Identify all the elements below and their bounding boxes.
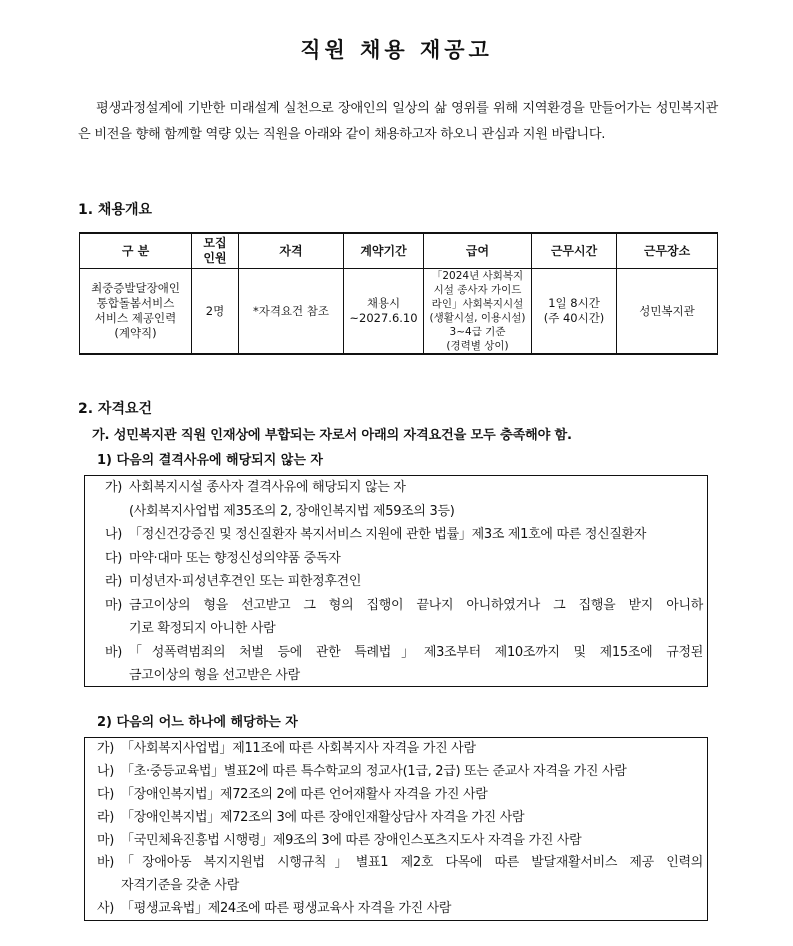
section-heading-overview: 1. 채용개요 [78,202,153,218]
list-item: 나) 「정신건강증진 및 정신질환자 복지서비스 지원에 관한 법률」제3조 제1호에 따른 정신질환자 [105,527,647,542]
table-row [80,269,718,355]
list-item: 가) 「사회복지사업법」제11조에 따른 사회복지사 자격을 가진 사람 [97,741,476,756]
list-item: 마) 「국민체육진흥법 시행령」제9조의 3에 따른 장애인스포츠지도사 자격을 가진 사람 [97,832,582,848]
list-item: 다) 마약·대마 또는 향정신성의약품 중독자 [105,550,341,566]
cell-qualification: *자격요건 참조 [239,269,344,355]
list-item: 라) 미성년자·피성년후견인 또는 피한정후견인 [105,574,362,589]
recruitment-overview-table [79,232,718,355]
cell-division: 최중증발달장애인 통합돌봄서비스 서비스 제공인력 (계약직) [80,269,192,355]
section-heading-qualifications: 2. 자격요건 [78,401,153,417]
list-item: 기로 확정되지 아니한 사람 [129,621,276,636]
disqualification-heading: 1) 다음의 결격사유에 해당되지 않는 자 [97,453,323,468]
intro-paragraph: 평생과정설계에 기반한 미래설계 실천으로 장애인의 일상의 삶 영위를 위해 지역환경을 만들어가는 성민복지관은 비전을 향해 함께할 역량 있는 직원을 아래와 같이 채용하고자 하오니 관심과 지원 바랍니다. [78,101,718,142]
list-item: 사) 「평생교육법」제24조에 따른 평생교육사 자격을 가진 사람 [97,901,452,917]
header-place: 근무장소 [617,233,718,269]
list-item: 자격기준을 갖춘 사람 [121,878,239,894]
header-pay: 급여 [424,233,532,269]
list-item: 가) 사회복지시설 종사자 결격사유에 해당되지 않는 자 [105,480,406,495]
header-division: 구 분 [80,233,192,269]
list-item: 나) 「초·중등교육법」별표2에 따른 특수학교의 정교사(1급, 2급) 또는 준교사 자격을 가진 사람 [97,763,627,779]
page-title: 직원 채용 재공고 [300,38,493,62]
cell-pay: 「2024년 사회복지 시설 종사자 가이드 라인」사회복지시설 (생활시설, 이용시설) 3~4급 기준 (경력별 상이) [424,269,532,355]
disqualification-box [84,475,708,687]
header-qualification: 자격 [239,233,344,269]
header-contract: 계약기간 [344,233,424,269]
cell-hours: 1일 8시간 (주 40시간) [532,269,617,355]
table-header-row [80,233,718,269]
list-item: 바) 「장애아동 복지지원법 시행규칙」별표1 제2호 다목에 따른 발달재활서비스 제공 인력의 [97,855,703,871]
cell-place: 성민복지관 [617,269,718,355]
cell-contract: 채용시 ~2027.6.10 [344,269,424,355]
cell-count: 2명 [192,269,239,355]
list-item: 마) 금고이상의 형을 선고받고 그 형의 집행이 끝나지 아니하였거나 그 집행을 받지 아니하 [105,597,703,613]
eligibility-heading: 2) 다음의 어느 하나에 해당하는 자 [97,715,298,730]
header-hours: 근무시간 [532,233,617,269]
header-count: 모집 인원 [192,233,239,269]
qualification-subheading: 가. 성민복지관 직원 인재상에 부합되는 자로서 아래의 자격요건을 모두 충족해야 함. [92,428,572,443]
list-item: 다) 「장애인복지법」제72조의 2에 따른 언어재활사 자격을 가진 사람 [97,786,488,802]
list-item: 금고이상의 형을 선고받은 사람 [129,668,300,683]
list-item: (사회복지사업법 제35조의 2, 장애인복지법 제59조의 3등) [129,503,455,519]
list-item: 바) 「성폭력범죄의 처벌 등에 관한 특례법」제3조부터 제10조까지 및 제15조에 규정된 [105,644,703,660]
list-item: 라) 「장애인복지법」제72조의 3에 따른 장애인재활상담사 자격을 가진 사람 [97,809,525,825]
eligibility-box [84,737,708,921]
